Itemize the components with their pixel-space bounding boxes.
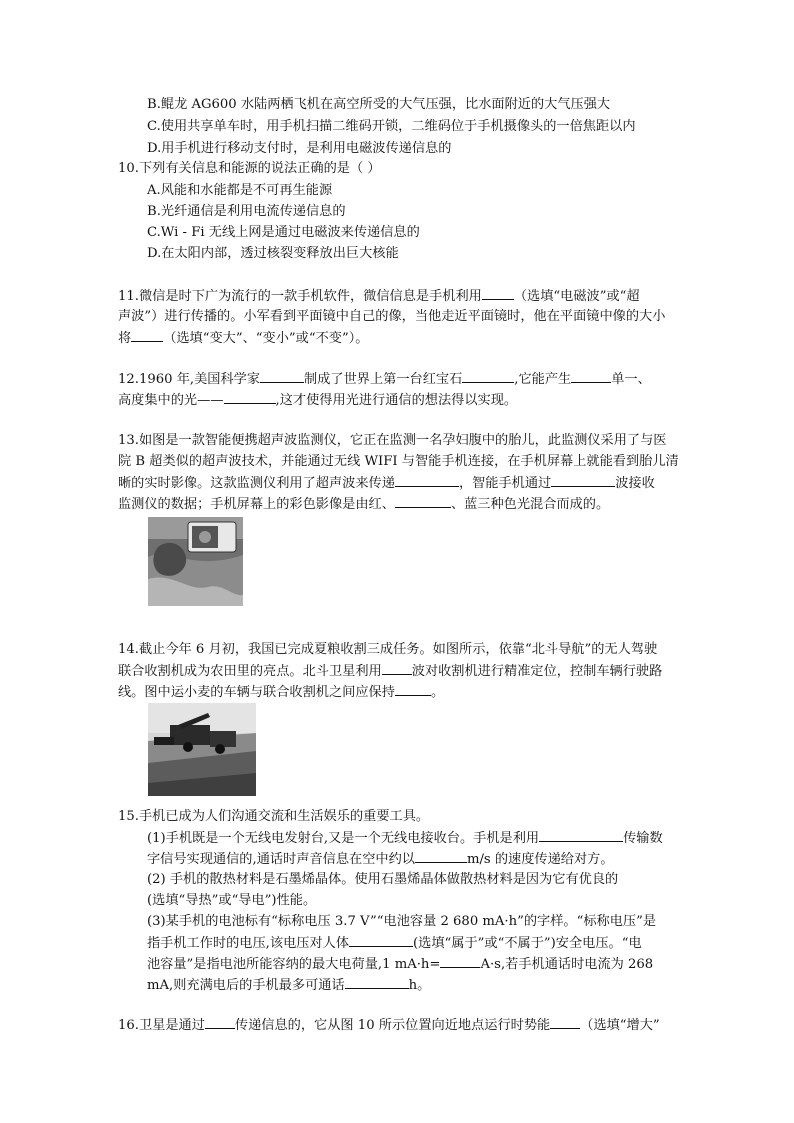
q11-line-2: 声波”）进行传播的。小军看到平面镜中自己的像，当他走近平面镜时，他在平面镜中像的大小 [118, 309, 666, 324]
q14-text: 联合收割机成为农田里的亮点。北斗卫星利用 [118, 664, 382, 679]
q12-text: ,它能产生 [514, 372, 572, 387]
q16-line-1 [118, 1014, 660, 1036]
q15-part2-line-1: (2) 手机的散热材料是石墨烯晶体。使用石墨烯晶体做散热材料是因为它有优良的 [147, 872, 619, 887]
ultrasound-monitor-photo [148, 517, 243, 606]
q10-option-d: D.在太阳内部，透过核裂变释放出巨大核能 [147, 246, 399, 261]
q15-part3-line-4 [147, 974, 430, 996]
q12-line-1 [118, 368, 651, 390]
q15-text: A·s,若手机通话时电流为 268 [480, 957, 654, 972]
q16-text: （选填“增大” [580, 1018, 660, 1033]
q13-text: 波接收 [615, 476, 655, 491]
q12-text: 单一、 [611, 372, 651, 387]
q13-line-4 [118, 493, 609, 515]
answer-blank[interactable] [131, 327, 163, 342]
q15-part3-line-2 [147, 932, 642, 954]
q12-text: 高度集中的光—— [118, 393, 224, 408]
q13-text: 晰的实时影像。这款监测仪利用了超声波来传递 [118, 476, 395, 491]
q14-text: 波对收割机进行精准定位，控制车辆行驶路 [411, 664, 663, 679]
answer-blank[interactable] [382, 660, 412, 675]
q14-line-1: 14.截止今年 6 月初，我国已完成夏粮收割三成任务。如图所示，依靠“北斗导航”的无人驾驶 [118, 642, 658, 657]
q9-option-c: C.使用共享单车时，用手机扫描二维码开锁，二维码位于手机摄像头的一倍焦距以内 [147, 119, 636, 134]
q15-text: (选填“属于”或“不属于”)安全电压。“电 [413, 936, 642, 951]
answer-blank[interactable] [551, 472, 615, 487]
q15-text: m/s 的速度传递给对方。 [466, 852, 614, 867]
answer-blank[interactable] [205, 1014, 235, 1029]
q11-text: （选填“变大”、“变小”或“不变”）。 [163, 331, 369, 346]
answer-blank[interactable] [224, 389, 276, 404]
answer-blank[interactable] [550, 1014, 580, 1029]
q15-part1-line-1 [147, 827, 663, 849]
q15-part3-line-1: (3)某手机的电池标有“标称电压 3.7 V”“电池容量 2 680 mA·h”的字样。“标称电压”是 [147, 914, 657, 929]
q16-text: 16.卫星是通过 [118, 1018, 205, 1033]
q13-text: ，智能手机通过 [458, 476, 552, 491]
q15-text: 字信号实现通信的,通话时声音信息在空中约以 [147, 852, 415, 867]
q10-option-c: C.Wi - Fi 无线上网是通过电磁波来传递信息的 [147, 225, 420, 240]
q11-line-3 [118, 327, 368, 349]
q14-line-2 [118, 660, 662, 682]
answer-blank[interactable] [571, 368, 611, 383]
q11-line-1 [118, 285, 640, 307]
q13-line-2: 院 B 超类似的超声波技术，并能通过无线 WIFI 与智能手机连接，在手机屏幕上就能看到胎儿清 [118, 454, 679, 469]
q9-option-d: D.用手机进行移动支付时，是利用电磁波传递信息的 [147, 141, 452, 156]
q15-text: h。 [408, 978, 431, 993]
q11-text: （选填“电磁波”或“超 [513, 289, 640, 304]
q15-text: mA,则充满电后的手机最多可通话 [147, 978, 345, 993]
answer-blank[interactable] [349, 932, 413, 947]
q13-text: 、蓝三种色光混合而成的。 [450, 497, 610, 512]
q12-line-2 [118, 389, 517, 411]
answer-blank[interactable] [260, 368, 304, 383]
answer-blank[interactable] [482, 285, 514, 300]
answer-blank[interactable] [440, 953, 480, 968]
q14-line-3 [118, 681, 444, 703]
q13-line-1: 13.如图是一款智能便携超声波监测仪，它正在监测一名孕妇腹中的胎儿，此监测仪采用了与医 [118, 433, 667, 448]
q15-text: 传输数 [623, 831, 663, 846]
q15-stem: 15.手机已成为人们沟通交流和生活娱乐的重要工具。 [118, 809, 430, 824]
q15-text: (1)手机既是一个无线电发射台,又是一个无线电接收台。手机是利用 [147, 831, 540, 846]
answer-blank[interactable] [539, 827, 623, 842]
q12-text: 制成了世界上第一台红宝石 [304, 372, 463, 387]
answer-blank[interactable] [395, 472, 459, 487]
answer-blank[interactable] [395, 681, 431, 696]
q9-option-b: B.鲲龙 AG600 水陆两栖飞机在高空所受的大气压强，比水面附近的大气压强大 [147, 97, 611, 112]
answer-blank[interactable] [462, 368, 514, 383]
q15-text: 池容量”是指电池所能容纳的最大电荷量,1 mA·h= [147, 957, 441, 972]
q15-part2-line-2: (选填“导热”或“导电”)性能。 [147, 893, 317, 908]
q15-part3-line-3 [147, 953, 653, 975]
answer-blank[interactable] [345, 974, 409, 989]
q12-text: 12.1960 年,美国科学家 [118, 372, 261, 387]
q12-text: ,这才使得用光进行通信的想法得以实现。 [275, 393, 518, 408]
q11-text: 将 [118, 331, 132, 346]
answer-blank[interactable] [415, 848, 467, 863]
q10-option-a: A.风能和水能都是不可再生能源 [147, 183, 333, 198]
q15-text: 指手机工作时的电压,该电压对人体 [147, 936, 350, 951]
answer-blank[interactable] [395, 493, 451, 508]
q10-stem: 10.下列有关信息和能源的说法正确的是（ ） [118, 161, 381, 176]
q16-text: 传递信息的，它从图 10 所示位置向近地点运行时势能 [234, 1018, 551, 1033]
combine-harvester-photo [148, 703, 256, 796]
q15-part1-line-2 [147, 848, 614, 870]
q11-text: 11.微信是时下广为流行的一款手机软件，微信信息是手机利用 [118, 289, 482, 304]
q13-text: 监测仪的数据；手机屏幕上的彩色影像是由红、 [118, 497, 395, 512]
q13-line-3 [118, 472, 655, 494]
q14-text: 。 [430, 685, 445, 700]
q14-text: 线。图中运小麦的车辆与联合收割机之间应保持 [118, 685, 395, 700]
q10-option-b: B.光纤通信是利用电流传递信息的 [147, 204, 346, 219]
